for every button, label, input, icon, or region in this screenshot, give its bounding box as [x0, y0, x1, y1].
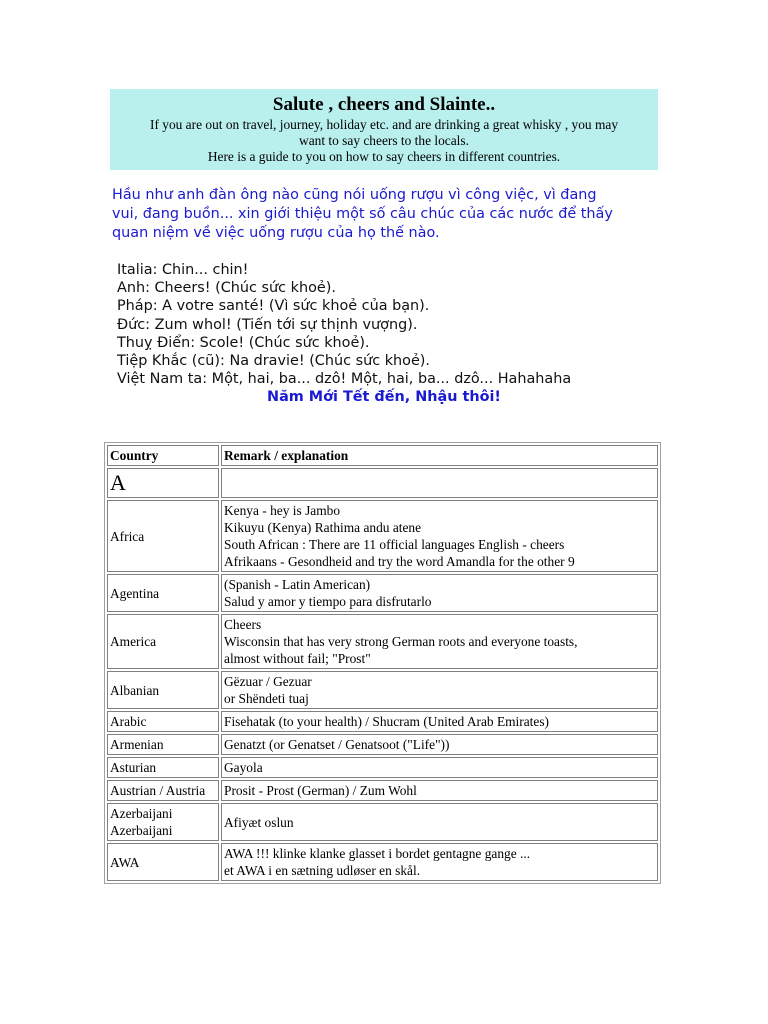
remark-cell: [221, 574, 658, 612]
remark-line: Cheers: [224, 617, 262, 632]
intro-line: quan niệm về việc uống rượu của họ thế nào.: [112, 225, 440, 241]
toast-line-thuy-dien: Thuỵ Điển: Scole! (Chúc sức khoẻ).: [117, 334, 370, 351]
remark-line: Kenya - hey is Jambo: [224, 503, 341, 518]
page-title: Salute , cheers and Slainte..: [272, 94, 496, 115]
intro-line: vui, đang buồn... xin giới thiệu một số câu chúc của các nước để thấy: [112, 206, 613, 222]
new-year-slogan: Năm Mới Tết đến, Nhậu thôi!: [267, 389, 501, 405]
country-name: Agentina: [110, 585, 160, 601]
country-name: Arabic: [110, 714, 147, 729]
toast-line-tiep-khac: Tiệp Khắc (cũ): Na dravie! (Chúc sức khoẻ).: [117, 353, 430, 370]
country-cell: [107, 734, 219, 755]
country-cell: [107, 843, 219, 881]
remark-line: or Shëndeti tuaj: [224, 691, 309, 706]
remark-cell: [221, 734, 658, 755]
remark-line: Prosit - Prost (German) / Zum Wohl: [224, 783, 417, 798]
table-row: [107, 671, 658, 709]
country-name: AWA: [110, 854, 140, 870]
country-cell: [107, 780, 219, 801]
column-header-country: Country: [107, 445, 219, 466]
remark-line: (Spanish - Latin American): [224, 577, 371, 592]
table-row: [107, 614, 658, 669]
table-header-row: [107, 445, 658, 466]
country-name: Asturian: [110, 760, 157, 775]
table-row: [107, 500, 658, 572]
intro-paragraph: [112, 186, 657, 243]
country-name: Azerbaijani: [110, 806, 173, 821]
table-row: [107, 780, 658, 801]
remark-line: AWA !!! klinke klanke glasset i bordet gentagne gange ...: [224, 846, 531, 861]
remark-line: South African : There are 11 official languages English - cheers: [224, 537, 565, 552]
header-subtitle-line-3: Here is a guide to you on how to say cheers in different countries.: [207, 149, 561, 164]
country-name: America: [110, 634, 157, 649]
toast-list: [117, 261, 657, 388]
remark-cell: [221, 500, 658, 572]
header-box: [110, 89, 658, 170]
toast-line-duc: Đức: Zum whol! (Tiến tới sự thịnh vượng).: [117, 316, 418, 333]
remark-line: Genatzt (or Genatset / Genatsoot ("Life")): [224, 737, 450, 752]
remark-line: Kikuyu (Kenya) Rathima andu atene: [224, 520, 422, 535]
toast-line-italia: Italia: Chin... chin!: [117, 262, 249, 278]
country-cell: [107, 803, 219, 841]
section-letter-empty-cell: [221, 468, 658, 498]
remark-line: Wisconsin that has very strong German roots and everyone toasts,: [224, 634, 578, 649]
country-name: Azerbaijani: [110, 823, 173, 838]
remark-line: Afiyæt oslun: [224, 814, 294, 830]
country-name: Austrian / Austria: [110, 783, 206, 798]
table-row: [107, 757, 658, 778]
country-name: Armenian: [110, 737, 164, 752]
remark-cell: [221, 803, 658, 841]
remark-line: et AWA i en sætning udløser en skål.: [224, 863, 421, 878]
intro-line: Hầu như anh đàn ông nào cũng nói uống rượu vì công việc, vì đang: [112, 187, 597, 203]
section-letter-row: [107, 468, 658, 498]
column-header-remark: Remark / explanation: [221, 445, 658, 466]
table-row: [107, 843, 658, 881]
country-cell: [107, 574, 219, 612]
toast-line-anh: Anh: Cheers! (Chúc sức khoẻ).: [117, 280, 336, 297]
country-cell: [107, 757, 219, 778]
remark-cell: [221, 843, 658, 881]
remark-line: Fisehatak (to your health) / Shucram (United Arab Emirates): [224, 714, 550, 729]
table-row: [107, 803, 658, 841]
remark-line: Gayola: [224, 760, 263, 775]
country-cell: [107, 711, 219, 732]
table-row: [107, 574, 658, 612]
cheers-table-body: [107, 445, 658, 881]
country-name: Albanian: [110, 682, 160, 698]
remark-line: Gëzuar / Gezuar: [224, 674, 312, 689]
country-cell: [107, 500, 219, 572]
remark-line: Salud y amor y tiempo para disfrutarlo: [224, 594, 432, 609]
toast-line-phap: Pháp: A votre santé! (Vì sức khoẻ của bạn).: [117, 298, 430, 315]
remark-cell: [221, 711, 658, 732]
cheers-table: [104, 442, 661, 884]
remark-cell: [221, 671, 658, 709]
remark-cell: [221, 780, 658, 801]
header-subtitle-line-1: If you are out on travel, journey, holiday etc. and are drinking a great whisky , you may: [149, 117, 619, 132]
remark-cell: [221, 757, 658, 778]
table-row: [107, 734, 658, 755]
country-cell: [107, 614, 219, 669]
toast-line-viet-nam: Việt Nam ta: Một, hai, ba... dzô! Một, hai, ba... dzô... Hahahaha: [117, 371, 572, 388]
remark-line: almost without fail; "Prost": [224, 651, 371, 666]
remark-line: Afrikaans - Gesondheid and try the word Amandla for the other 9: [224, 554, 575, 569]
section-letter: A: [107, 468, 219, 498]
country-cell: [107, 671, 219, 709]
table-row: [107, 711, 658, 732]
header-subtitle-line-2: want to say cheers to the locals.: [299, 133, 469, 148]
remark-cell: [221, 614, 658, 669]
country-name: Africa: [110, 528, 145, 544]
